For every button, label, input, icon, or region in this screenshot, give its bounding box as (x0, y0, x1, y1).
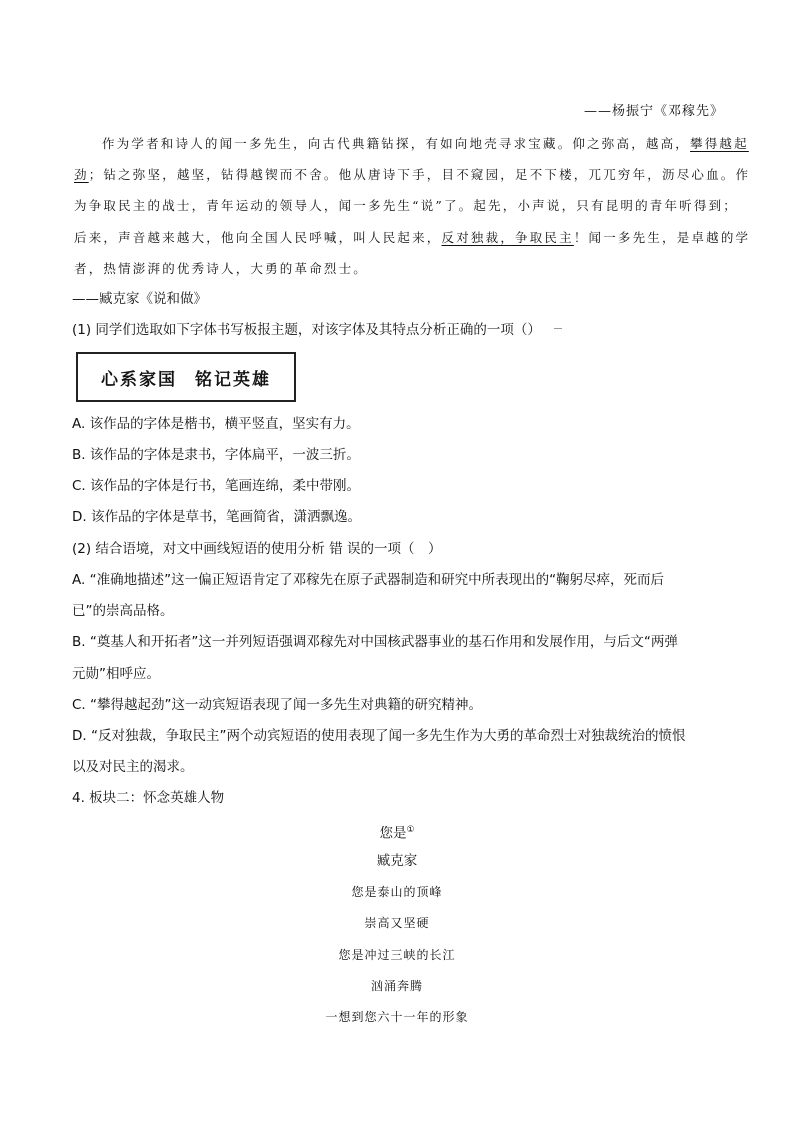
passage-line (74, 228, 750, 248)
option-b: B. 该作品的字体是隶书，字体扁平，一波三折。 (72, 447, 360, 463)
poem-line: 您是泰山的顶峰 (351, 885, 443, 899)
passage-line: 为争取民主的战士，青年运动的领导人，闻一多先生“说”了。起先，小声说，只有昆明的青年听得到； (74, 198, 738, 213)
q2-option-b-cont: 元勋”相呼应。 (72, 666, 160, 682)
q2-option-a: A. “准确地描述”这一偏正短语肯定了邓稼先在原子武器制造和研究中所表现出的“鞠躬尽瘁，死而后 (72, 572, 665, 588)
option-d: D. 该作品的字体是草书，笔画简省，潇洒飘逸。 (72, 509, 361, 525)
q2-option-a-cont: 已”的崇高品格。 (72, 603, 174, 619)
option-c: C. 该作品的字体是行书，笔画连绵，柔中带刚。 (72, 478, 361, 494)
passage-line: 者，热情澎湃的优秀诗人，大勇的革命烈士。 (74, 261, 369, 276)
q2-option-c: C. “攀得越起劲”这一动宾短语表现了闻一多先生对典籍的研究精神。 (72, 697, 482, 713)
section-4-heading: 4. 板块二：怀念英雄人物 (72, 790, 225, 806)
passage-line (102, 134, 749, 154)
q2-option-d: D. “反对独裁，争取民主”两个动宾短语的使用表现了闻一多先生作为大勇的革命烈士对独裁统治的愤恨 (72, 728, 686, 744)
passage-text: 后来，声音越来越大，他向全国人民呼喊，叫人民起来， (74, 230, 442, 245)
question-1-stem: (1) 同学们选取如下字体书写板报主题，对该字体及其特点分析正确的一项（） (72, 322, 541, 338)
underlined-phrase: 劲 (74, 167, 89, 182)
passage-text: ；钻之弥坚，越坚，钻得越锲而不舍。他从唐诗下手，目不窥园，足不下楼，兀兀穷年，沥尽心血。作 (88, 167, 751, 182)
underlined-phrase: 反对独裁，争取民主 (441, 230, 574, 245)
poem-line: 崇高又坚硬 (364, 916, 430, 930)
poem-line: 汹涌奔腾 (370, 979, 423, 993)
banner-text-left: 心系家国 (101, 369, 177, 390)
q2-option-b: B. “奠基人和开拓者”这一并列短语强调邓稼先对中国核武器事业的基石作用和发展作用，与后文“两弹 (72, 634, 678, 650)
option-a: A. 该作品的字体是楷书，横平竖直，坚实有力。 (72, 416, 360, 432)
poem-line: 您是冲过三峡的长江 (338, 948, 456, 962)
question-2-stem: (2) 结合语境，对文中画线短语的使用分析 错 误的一项（ ） (72, 541, 442, 557)
passage-text: ！闻一多先生，是卓越的学 (573, 230, 751, 245)
attribution-zang: ——臧克家《说和做》 (72, 291, 207, 307)
passage-text: 作为学者和诗人的闻一多先生，向古代典籍钻探，有如向地壳寻求宝藏。仰之弥高，越高， (102, 136, 691, 151)
poem-title-text: 您是 (379, 825, 407, 842)
footnote-marker: ① (406, 825, 415, 835)
underlined-phrase: 攀得越起 (690, 136, 749, 151)
dash-mark (554, 328, 562, 329)
passage-line (74, 165, 750, 185)
q2-option-d-cont: 以及对民主的渴求。 (72, 759, 194, 775)
poem-title (0, 820, 794, 844)
poem-line: 一想到您六十一年的形象 (325, 1010, 469, 1024)
attribution-yang: ——杨振宁《邓稼先》 (584, 104, 725, 119)
banner-text-right: 铭记英雄 (195, 369, 271, 390)
poem-author: 臧克家 (376, 853, 418, 869)
calligraphy-banner (76, 352, 296, 402)
